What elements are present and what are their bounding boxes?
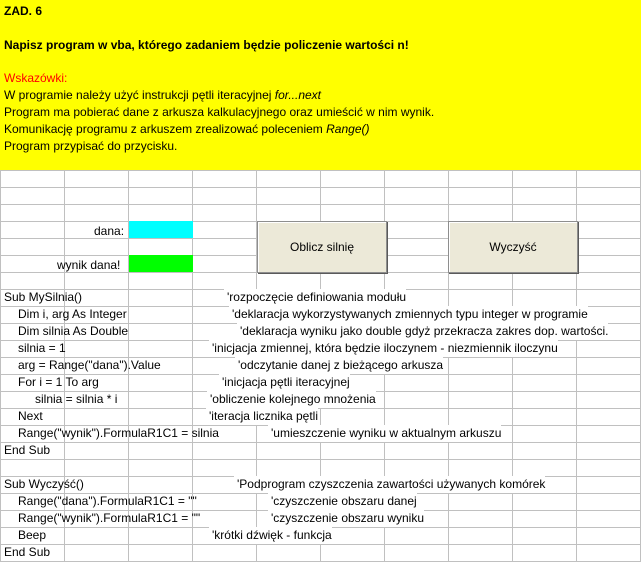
code-line: Dim i, arg As Integer: [18, 307, 127, 321]
code-line: End Sub: [4, 443, 51, 457]
hint-3: [4, 122, 370, 136]
wynik-label: wynik dana!: [57, 258, 121, 272]
code-comment: 'krótki dźwięk - funkcja: [209, 527, 332, 544]
code-line: arg = Range("dana").Value: [18, 358, 161, 372]
code-comment: 'obliczenie kolejnego mnożenia: [207, 391, 376, 408]
hint-1: [4, 88, 321, 102]
code-comment: 'rozpoczęcie definiowania modułu: [224, 289, 406, 306]
code-line: For i = 1 To arg: [18, 375, 99, 389]
wynik-output-cell[interactable]: [129, 255, 193, 272]
hint-1-keyword: for...next: [274, 88, 322, 102]
code-line: silnia = 1: [18, 341, 66, 355]
code-comment: 'inicjacja zmiennej, która będzie iloczynem - niezmiennik iloczynu: [209, 340, 558, 357]
code-comment: 'czyszczenie obszaru danej: [268, 493, 417, 510]
compute-factorial-button[interactable]: Oblicz silnię: [257, 221, 387, 273]
code-line: Sub MySilnia(): [4, 290, 83, 304]
dana-input-cell[interactable]: [129, 221, 193, 238]
code-line: Range("wynik").FormulaR1C1 = "": [18, 511, 201, 525]
hint-3-keyword: Range(): [326, 122, 370, 136]
hints-label: Wskazówki:: [4, 71, 68, 85]
code-line: silnia = silnia * i: [35, 392, 118, 406]
code-comment: 'umieszczenie wyniku w aktualnym arkuszu: [268, 425, 501, 442]
code-line: End Sub: [4, 545, 51, 559]
code-line: Range("dana").FormulaR1C1 = "": [18, 494, 197, 508]
code-comment: 'Podprogram czyszczenia zawartości używanych komórek: [234, 476, 545, 493]
hint-1-text: W programie należy użyć instrukcji pętli iteracyjnej: [4, 88, 275, 102]
code-comment: 'deklaracja wyniku jako double gdyż przekracza zakres dop. wartości.: [237, 323, 608, 340]
task-label: ZAD. 6: [4, 4, 43, 18]
code-comment: 'deklaracja wykorzystywanych zmiennych typu integer w programie: [229, 306, 588, 323]
hint-4: Program przypisać do przycisku.: [4, 139, 178, 153]
clear-button[interactable]: Wyczyść: [448, 221, 578, 273]
code-line: Next: [18, 409, 43, 423]
hint-2: Program ma pobierać dane z arkusza kalkulacyjnego oraz umieścić w nim wynik.: [4, 105, 435, 119]
code-comment: 'czyszczenie obszaru wyniku: [268, 510, 424, 527]
task-title: Napisz program w vba, którego zadaniem będzie policzenie wartości n!: [4, 38, 409, 52]
code-line: Range("wynik").FormulaR1C1 = silnia: [18, 426, 219, 440]
code-line: Dim silnia As Double: [18, 324, 129, 338]
code-comment: 'iteracja licznika pętli: [206, 408, 318, 425]
code-comment: 'odczytanie danej z bieżącego arkusza: [235, 357, 443, 374]
code-line: Sub Wyczyść(): [4, 477, 84, 491]
code-comment: 'inicjacja pętli iteracyjnej: [219, 374, 350, 391]
code-line: Beep: [18, 528, 47, 542]
hint-3-text: Komunikację programu z arkuszem zrealizować poleceniem: [4, 122, 327, 136]
dana-label: dana:: [94, 224, 125, 238]
